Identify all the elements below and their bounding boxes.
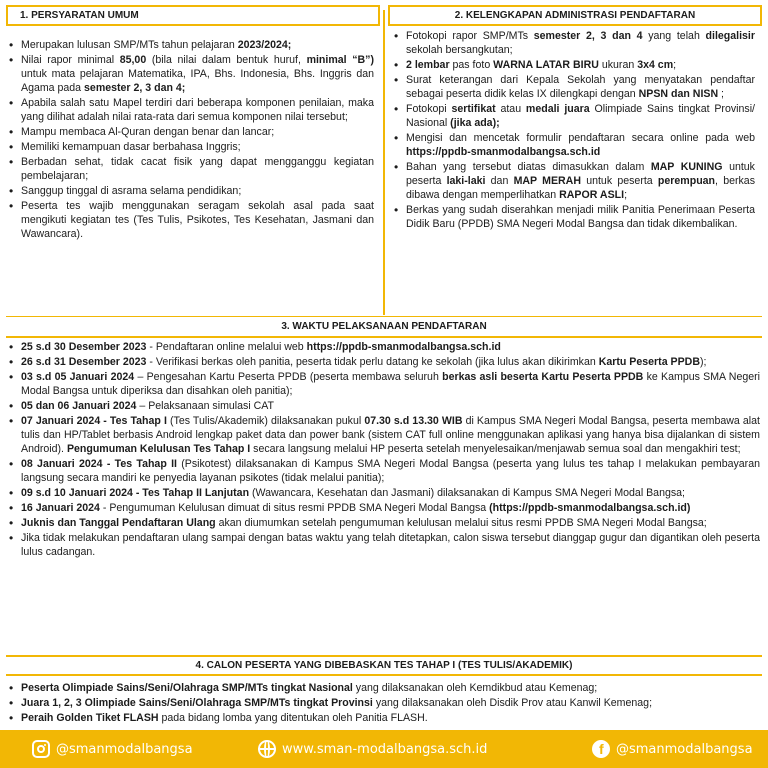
text: secara langsung melalui HP peserta setelah menyelesaikan/menjawab semua soal dan mengakhiri test;	[250, 443, 741, 455]
text: Jika tidak melakukan pendaftaran ulang sampai dengan batas waktu yang telah ditetapkan, calon siswa tersebut dianggap gugur dan digantikan oleh peserta lulus cadangan.	[21, 532, 760, 558]
section2-title: 2. KELENGKAPAN ADMINISTRASI PENDAFTARAN	[454, 10, 696, 21]
text: pas foto	[449, 59, 494, 71]
list-item	[393, 102, 755, 130]
section3-header	[6, 317, 762, 338]
text: Sanggup tinggal di asrama selama pendidikan;	[21, 185, 242, 197]
section1-panel	[8, 38, 374, 314]
bold-text: minimal “B”)	[306, 54, 374, 66]
text: Apabila salah satu Mapel terdiri dari beberapa komponen penilaian, maka yang dilihat adalah nilai rata-rata dari semua komponen nilai tersebut;	[21, 97, 374, 123]
bold-text: dilegalisir	[705, 30, 755, 42]
list-item	[8, 199, 374, 241]
section1-header	[6, 5, 380, 26]
bold-text: MAP KUNING	[650, 161, 723, 173]
section2-list	[393, 29, 755, 231]
text: , berkas dibawa dengan memperlihatkan	[406, 175, 755, 201]
text: Fotokopi rapor SMP/MTs	[406, 30, 534, 42]
bold-text: 85,00	[119, 54, 147, 66]
bold-text: NPSN dan NISN	[638, 88, 719, 100]
section1-title: 1. PERSYARATAN UMUM	[20, 10, 139, 21]
list-item	[8, 696, 760, 710]
bold-text: RAPOR ASLI	[559, 189, 625, 201]
list-item	[8, 125, 374, 139]
text: ;	[718, 88, 724, 100]
website-url: www.sman-modalbangsa.sch.id	[282, 741, 488, 757]
list-item	[8, 457, 760, 485]
section1-list	[8, 38, 374, 241]
section4-list	[8, 681, 760, 725]
bold-text: https://ppdb-smanmodalbangsa.sch.id	[406, 146, 601, 158]
text: sekolah bersangkutan;	[406, 44, 513, 56]
list-item	[393, 203, 755, 231]
text: yang dilaksanakan oleh Kemdikbud atau Kemenag;	[352, 682, 598, 694]
text: di Kampus SMA Negeri Modal Bangsa, peserta membawa alat tulis dan HP/Tablet berbasis Android lengkap paket data dan power bank (sistem CAT full online menggunakan aplikasi yang hanya bisa dijalankan di sistem Android).	[21, 415, 760, 455]
text: Surat keterangan dari Kepala Sekolah yang menyatakan pendaftar sebagai peserta didik kelas IX dilengkapi dengan	[406, 74, 755, 100]
bold-text: sertifikat	[451, 103, 496, 115]
list-item	[8, 681, 760, 695]
list-item	[8, 38, 374, 52]
list-item	[8, 711, 760, 725]
bold-text: 08 Januari 2024 - Tes Tahap II	[21, 458, 177, 470]
bold-text: (jika ada);	[450, 117, 500, 129]
globe-icon	[258, 740, 276, 758]
text: pada bidang lomba yang ditentukan oleh Panitia FLASH.	[158, 712, 428, 724]
list-item	[8, 516, 760, 530]
text: akan diumumkan setelah pengumuman kelulusan melalui situs resmi PPDB SMA Negeri Modal Bangsa;	[215, 517, 707, 529]
text: (Wawancara, Kesehatan dan Jasmani) dilaksanakan di Kampus SMA Negeri Modal Bangsa;	[249, 487, 685, 499]
text: Mampu membaca Al-Quran dengan benar dan lancar;	[21, 126, 275, 138]
text: yang dilaksanakan oleh Disdik Prov atau Kanwil Kemenag;	[372, 697, 653, 709]
list-item	[8, 355, 760, 369]
list-item	[393, 131, 755, 159]
bold-text: https://ppdb-smanmodalbangsa.sch.id	[306, 341, 501, 353]
text: – Pelaksanaan simulasi CAT	[136, 400, 275, 412]
bold-text: 26 s.d 31 Desember 2023	[21, 356, 147, 368]
text: – Pengesahan Kartu Peserta PPDB (peserta membawa seluruh	[134, 371, 443, 383]
footer-instagram[interactable]	[32, 740, 193, 758]
list-item	[8, 531, 760, 559]
text: Berbadan sehat, tidak cacat fisik yang dapat mengganggu kegiatan pembelajaran;	[21, 156, 374, 182]
bold-text: 07 Januari 2024 - Tes Tahap I	[21, 415, 167, 427]
bold-text: semester 2, 3 dan 4	[533, 30, 643, 42]
text: - Verifikasi berkas oleh panitia, peserta tidak perlu datang ke sekolah (jika lulus akan dikirimkan	[146, 356, 599, 368]
bold-text: 09 s.d 10 Januari 2024 - Tes Tahap II Lanjutan	[21, 487, 250, 499]
text: Peserta tes wajib menggunakan seragam sekolah asal pada saat mengikuti kegiatan tes (Tes Tulis, Psikotes, Tes Kesehatan, Jasmani dan Wawancara).	[21, 200, 374, 240]
bold-text: perempuan	[657, 175, 716, 187]
list-item	[393, 29, 755, 57]
list-item	[393, 58, 755, 72]
list-item	[393, 73, 755, 101]
bold-text: medali juara	[525, 103, 590, 115]
section3-title: 3. WAKTU PELAKSANAAN PENDAFTARAN	[281, 321, 487, 332]
text: (bila nilai dalam bentuk huruf,	[146, 54, 307, 66]
bold-text: 05 dan 06 Januari 2024	[21, 400, 137, 412]
text: ;	[673, 59, 677, 71]
bold-text: Juara 1, 2, 3 Olimpiade Sains/Seni/Olahraga SMP/MTs tingkat Provinsi	[21, 697, 373, 709]
list-item	[393, 160, 755, 202]
footer-facebook[interactable]	[592, 740, 753, 758]
bold-text: 2023/2024;	[237, 39, 292, 51]
bold-text: 25 s.d 30 Desember 2023	[21, 341, 147, 353]
column-divider	[383, 10, 385, 315]
bold-text: berkas asli beserta Kartu Peserta PPDB	[442, 371, 644, 383]
list-item	[8, 184, 374, 198]
text: Memiliki kemampuan dasar berbahasa Inggris;	[21, 141, 241, 153]
text: (Psikotest) dilaksanakan di Kampus SMA Negeri Modal Bangsa (peserta yang lulus tes tahap I melakukan pembayaran langsung secara mandiri ke penyedia layanan psikotes (tidak melalui panitia);	[21, 458, 760, 484]
text: Merupakan lulusan SMP/MTs tahun pelajaran	[21, 39, 238, 51]
bold-text: Peraih Golden Tiket FLASH	[21, 712, 159, 724]
text: dan	[485, 175, 514, 187]
bold-text: 3x4 cm	[637, 59, 674, 71]
section4-panel	[8, 681, 760, 727]
list-item	[8, 501, 760, 515]
facebook-handle: @smanmodalbangsa	[616, 741, 753, 757]
instagram-handle: @smanmodalbangsa	[56, 741, 193, 757]
text: );	[699, 356, 707, 368]
bold-text: semester 2, 3 dan 4;	[84, 82, 186, 94]
text: untuk mata pelajaran Matematika, IPA, Bhs. Indonesia, Bhs. Inggris dan Agama pada	[21, 68, 374, 94]
text: Nilai rapor minimal	[21, 54, 120, 66]
text: ke Kampus SMA Negeri Modal Bangsa untuk diperiksa dan disahkan oleh panitia);	[21, 371, 760, 397]
text: Mengisi dan mencetak formulir pendaftaran secara online pada web	[406, 132, 755, 144]
section2-panel	[393, 29, 755, 319]
text: - Pengumuman Kelulusan dimuat di situs resmi PPDB SMA Negeri Modal Bangsa	[99, 502, 490, 514]
text: ;	[624, 189, 628, 201]
text: untuk peserta	[406, 161, 755, 187]
section3-list	[8, 340, 760, 559]
list-item	[8, 340, 760, 354]
bold-text: WARNA LATAR BIRU	[493, 59, 599, 71]
list-item	[8, 53, 374, 95]
bold-text: Juknis dan Tanggal Pendaftaran Ulang	[21, 517, 216, 529]
bold-text: 03 s.d 05 Januari 2024	[21, 371, 135, 383]
text: untuk peserta	[580, 175, 658, 187]
text: atau	[495, 103, 526, 115]
bold-text: 07.30 s.d 13.30 WIB	[364, 415, 463, 427]
text: - Pendaftaran online melalui web	[146, 341, 307, 353]
footer-bar	[0, 730, 768, 768]
list-item	[8, 140, 374, 154]
list-item	[8, 155, 374, 183]
bold-text: 2 lembar	[406, 59, 450, 71]
bold-text: Peserta Olimpiade Sains/Seni/Olahraga SMP/MTs tingkat Nasional	[21, 682, 353, 694]
text: Fotokopi	[406, 103, 452, 115]
section4-title: 4. CALON PESERTA YANG DIBEBASKAN TES TAHAP I (TES TULIS/AKADEMIK)	[195, 660, 573, 671]
text: yang telah	[642, 30, 706, 42]
list-item	[8, 399, 760, 413]
bold-text: 16 Januari 2024	[21, 502, 100, 514]
list-item	[8, 486, 760, 500]
facebook-icon	[592, 740, 610, 758]
text: (Tes Tulis/Akademik) dilaksanakan pukul	[166, 415, 365, 427]
text: Berkas yang sudah diserahkan menjadi milik Panitia Penerimaan Peserta Didik Baru (PPDB) SMA Negeri Modal Bangsa dan tidak dikembalikan.	[406, 204, 755, 230]
instagram-icon	[32, 740, 50, 758]
text: Bahan yang tersebut diatas dimasukkan dalam	[406, 161, 651, 173]
section4-header	[6, 655, 762, 676]
list-item	[8, 370, 760, 398]
section2-header	[388, 5, 762, 26]
list-item	[8, 414, 760, 456]
section3-panel	[8, 340, 760, 652]
footer-website[interactable]	[258, 740, 487, 758]
bold-text: Kartu Peserta PPDB	[598, 356, 700, 368]
bold-text: MAP MERAH	[513, 175, 581, 187]
text: ukuran	[598, 59, 638, 71]
list-item	[8, 96, 374, 124]
text: Olimpiade Sains tingkat Provinsi/ Nasional	[406, 103, 755, 129]
bold-text: Pengumuman Kelulusan Tes Tahap I	[66, 443, 251, 455]
bold-text: laki-laki	[446, 175, 486, 187]
bold-text: (https://ppdb-smanmodalbangsa.sch.id)	[489, 502, 691, 514]
